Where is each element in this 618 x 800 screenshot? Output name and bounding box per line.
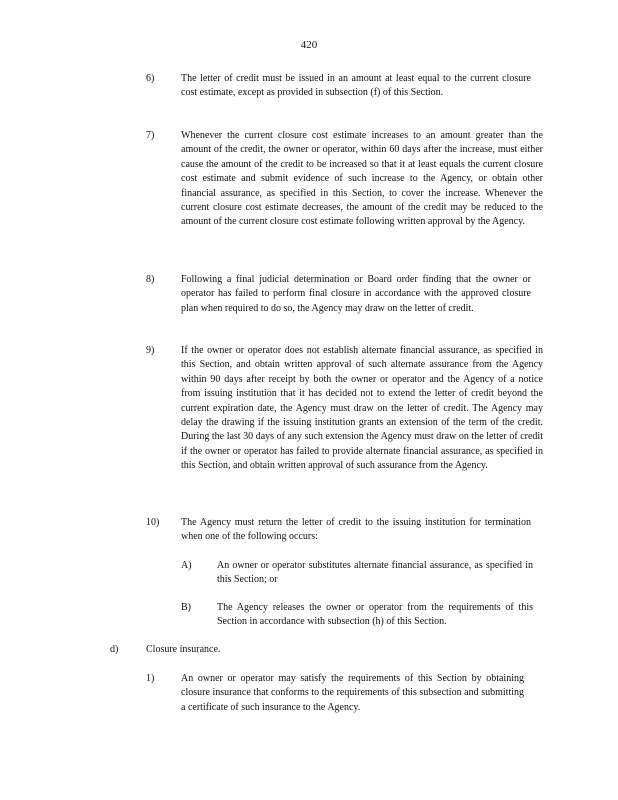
item-7-label: 7) bbox=[146, 130, 155, 141]
item-10-label: 10) bbox=[146, 517, 160, 528]
item-7-text: Whenever the current closure cost estimate increases to an amount greater than the amount of the credit, the owner or operator, within 60 days after the increase, must either cause the amount of the credit to be increased so that it at least equals the current closure cost estimate and submit evidence of such increase to the Agency, or obtain other financial assurance, as specified in this Section, to cover the increase. Whenever the current closure cost estimate decreases, the amount of the credit may be reduced to the amount of the current closure cost estimate following written approval by the Agency. bbox=[181, 130, 543, 228]
item-10-text: The Agency must return the letter of credit to the issuing institution for termination when one of the following occurs: bbox=[181, 517, 531, 543]
item-9-text: If the owner or operator does not establish alternate financial assurance, as specified in this Section, and obtain written approval of such alternate assurance from the Agency within 90 days after receipt by both the owner or operator and the Agency of a notice from issuing institution that it has decided not to extend the letter of credit beyond the current expiration date, the Agency must draw on the letter of credit. The Agency may delay the drawing if the issuing institution grants an extension of the term of the credit. During the last 30 days of any such extension the Agency must draw on the letter of credit if the owner or operator has failed to provide alternate financial assurance, as specified in this Section, and obtain written approval of such assurance from the Agency. bbox=[181, 345, 543, 472]
section-d-heading: Closure insurance. bbox=[146, 644, 221, 655]
item-a-text: An owner or operator substitutes alternate financial assurance, as specified in this Section; or bbox=[217, 560, 533, 586]
item-8-text: Following a final judicial determination or Board order finding that the owner or operator has failed to perform final closure in accordance with the approved closure plan when required to do so, the Agency may draw on the letter of credit. bbox=[181, 274, 531, 314]
item-1-text: An owner or operator may satisfy the requirements of this Section by obtaining closure insurance that conforms to the requirements of this subsection and submitting a certificate of such insurance to the Agency. bbox=[181, 673, 524, 713]
section-d-label: d) bbox=[110, 644, 119, 655]
item-b-label: B) bbox=[181, 602, 191, 613]
item-9-label: 9) bbox=[146, 345, 155, 356]
item-a-label: A) bbox=[181, 560, 192, 571]
item-8-label: 8) bbox=[146, 274, 155, 285]
item-6-label: 6) bbox=[146, 73, 155, 84]
item-1-label: 1) bbox=[146, 673, 155, 684]
item-b-text: The Agency releases the owner or operator from the requirements of this Section in accordance with subsection (h) of this Section. bbox=[217, 602, 533, 628]
page-number: 420 bbox=[300, 39, 318, 51]
item-6-text: The letter of credit must be issued in an amount at least equal to the current closure cost estimate, except as provided in subsection (f) of this Section. bbox=[181, 73, 531, 99]
